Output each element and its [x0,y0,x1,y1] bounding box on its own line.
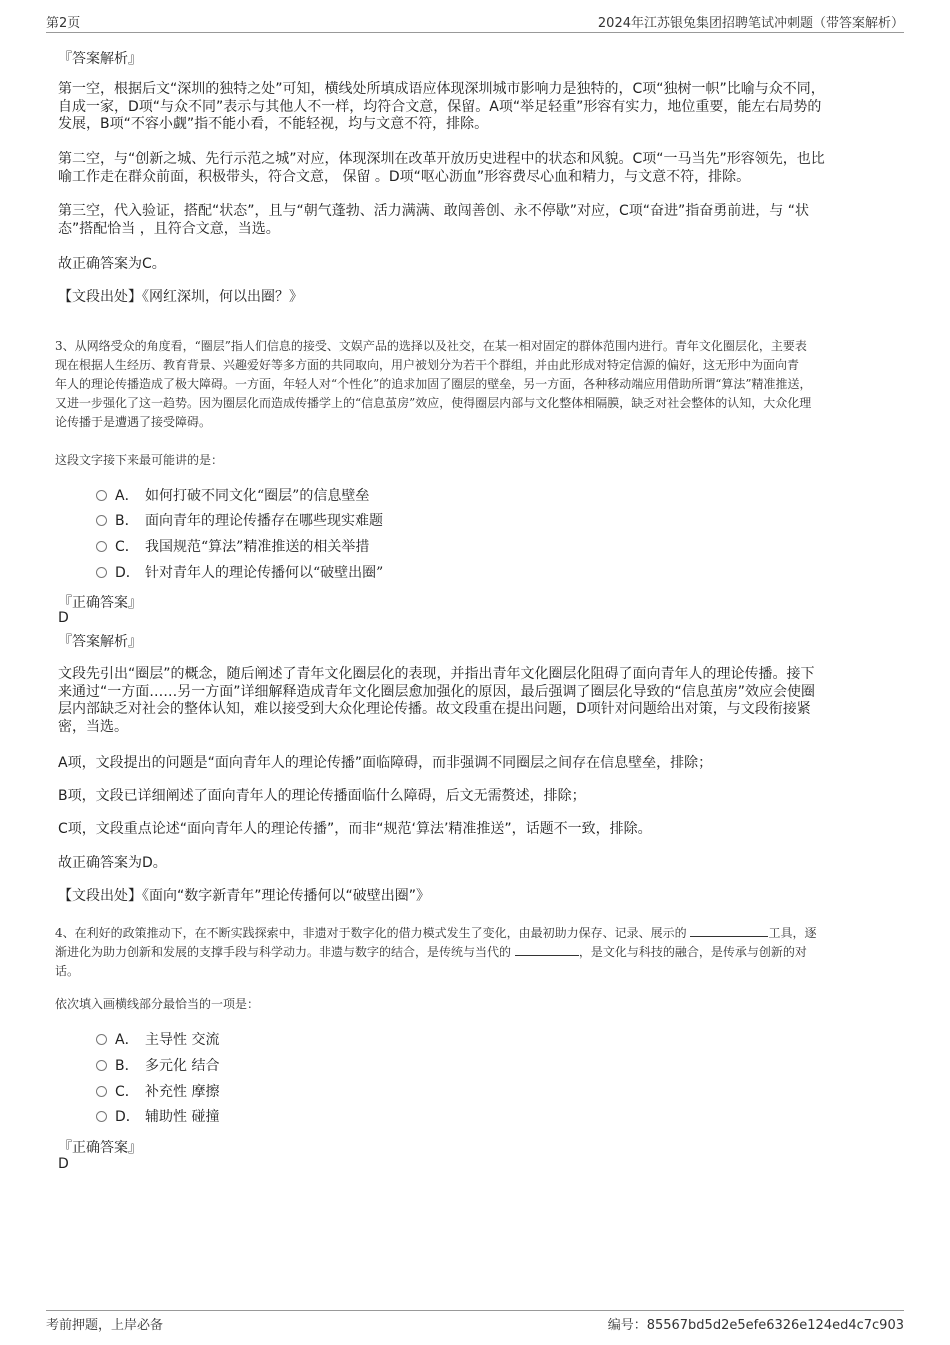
radio-icon[interactable] [96,541,107,552]
option-c[interactable]: C． 补充性 摩擦 [96,1082,219,1102]
fill-blank[interactable] [690,924,768,937]
answer-value: D [58,610,69,626]
page-footer [46,1310,904,1333]
document-title: 2024年江苏银兔集团招聘笔试冲刺题（带答案解析） [597,16,904,31]
text-line: 渐进化为助力创新和发展的支撑手段与科学动力。非遗与数字的结合，是传统与当代的 ，是文化与科技的融合，是传承与创新的对 [55,945,807,959]
text-line: 态”搭配恰当 ，且符合文意，当选。 [58,220,280,237]
answer-label: 『正确答案』 [58,595,142,611]
analysis-option-b: B项，文段已详细阐述了面向青年人的理论传播面临什么障碍，后文无需赘述，排除； [58,788,586,804]
text-line: 发展，B项“不容小觑”指不能小看，不能轻视，均与文意不符，排除。 [58,116,489,132]
question-3-stem [55,337,905,432]
text-line: 年人的理论传播造成了极大障碍。一方面，年轻人对“个性化”的追求加固了圈层的壁垒，另一方面，各种移动端应用借助所谓“算法”精准推送， [55,377,812,391]
text-line: 第二空，与“创新之城、先行示范之城”对应，体现深圳在改革开放历史进程中的状态和风貌。C项“一马当先”形容领先，也比 [58,151,825,167]
text-line: 第三空，代入验证，搭配“状态”，且与“朝气蓬勃、活力满满、敢闯善创、永不停歇”对应，C项“奋进”指奋勇前进，与 “状 [58,203,809,219]
analysis-paragraph-1 [58,81,908,134]
question-3-prompt: 这段文字接下来最可能讲的是： [55,453,224,467]
text-line: 4、在利好的政策推动下，在不断实践探索中，非遗对于数字化的借力模式发生了变化，由最初助力保存、记录、展示的 工具，逐 [55,926,817,940]
option-b[interactable]: B． 多元化 结合 [96,1056,219,1076]
source: 【文段出处】《网红深圳，何以出圈？》 [58,289,303,305]
answer-value: D [58,1156,69,1172]
analysis-label: 『答案解析』 [58,51,142,67]
source: 【文段出处】《面向“数字新青年”理论传播何以“破壁出圈”》 [58,888,431,904]
text-line: 又进一步强化了这一趋势。因为圈层化而造成传播学上的“信息茧房”效应，使得圈层内部与文化整体相隔膜，缺乏对社会整体的认知，大众化理 [55,396,812,410]
question-4-prompt: 依次填入画横线部分最恰当的一项是： [55,997,260,1011]
fill-blank[interactable] [515,943,579,956]
radio-icon[interactable] [96,1111,107,1122]
option-c[interactable]: C． 我国规范“算法”精准推送的相关举措 [96,537,369,557]
option-d[interactable]: D． 针对青年人的理论传播何以“破壁出圈” [96,563,383,583]
text-line: 第一空，根据后文“深圳的独特之处”可知，横线处所填成语应体现深圳城市影响力是独特的，C项“独树一帜”比喻与众不同， [58,81,825,97]
option-a[interactable]: A． 如何打破不同文化“圈层”的信息壁垒 [96,486,369,506]
text-line: 来通过“一方面……另一方面”详细解释造成青年文化圈层愈加强化的原因，最后强调了圈层化导致的“信息茧房”效应会使圈 [58,683,816,700]
text-line: 3、从网络受众的角度看，“圈层”指人们信息的接受、文娱产品的选择以及社交，在某一相对固定的群体范围内进行。青年文化圈层化，主要表 [55,339,807,353]
radio-icon[interactable] [96,1060,107,1071]
text-line: 密，当选。 [58,718,128,735]
text-line: 自成一家，D项“与众不同”表示与其他人不一样，均符合文意，保留。A项“举足轻重”形容有实力，地位重要，能左右局势的 [58,98,822,115]
text-line: 层内部缺乏对社会的整体认知，难以接受到大众化理论传播。故文段重在提出问题，D项针对问题给出对策，与文段衔接紧 [58,701,811,717]
text-line: 论传播于是遭遇了接受障碍。 [55,415,212,429]
radio-icon[interactable] [96,1034,107,1045]
analysis-paragraph [58,666,908,736]
conclusion: 故正确答案为D。 [58,855,167,871]
text-line: 现在根据人生经历、教育背景、兴趣爱好等多方面的共同取向，用户被划分为若干个群组，并由此形成对特定信源的偏好，这无形中为面向青 [55,358,800,372]
page-number: 第2页 [46,16,81,31]
analysis-option-c: C项，文段重点论述“面向青年人的理论传播”，而非“规范‘算法’精准推送”，话题不一致，排除。 [58,821,652,837]
analysis-label: 『答案解析』 [58,634,142,650]
option-a[interactable]: A． 主导性 交流 [96,1030,219,1050]
radio-icon[interactable] [96,515,107,526]
radio-icon[interactable] [96,567,107,578]
analysis-paragraph-2 [58,151,908,186]
footer-slogan: 考前押题，上岸必备 [46,1318,164,1333]
answer-label: 『正确答案』 [58,1140,142,1156]
radio-icon[interactable] [96,1086,107,1097]
option-b[interactable]: B． 面向青年的理论传播存在哪些现实难题 [96,511,383,531]
analysis-option-a: A项，文段提出的问题是“面向青年人的理论传播”面临障碍，而非强调不同圈层之间存在信息壁垒，排除； [58,755,713,771]
conclusion: 故正确答案为C。 [58,256,166,272]
text-line: 喻工作走在群众前面，积极带头，符合文意， 保留 。D项“呕心沥血”形容费尽心血和精力，与文意不符，排除。 [58,168,751,185]
analysis-paragraph-3 [58,203,908,238]
text-line: 文段先引出“圈层”的概念，随后阐述了青年文化圈层化的表现，并指出青年文化圈层化阻碍了面向青年人的理论传播。接下 [58,666,815,682]
question-4-stem [55,924,905,981]
document-id: 编号：85567bd5d2e5efe6326e124ed4c7c903 [607,1318,904,1333]
radio-icon[interactable] [96,490,107,501]
text-line: 话。 [55,964,80,978]
option-d[interactable]: D． 辅助性 碰撞 [96,1107,219,1127]
